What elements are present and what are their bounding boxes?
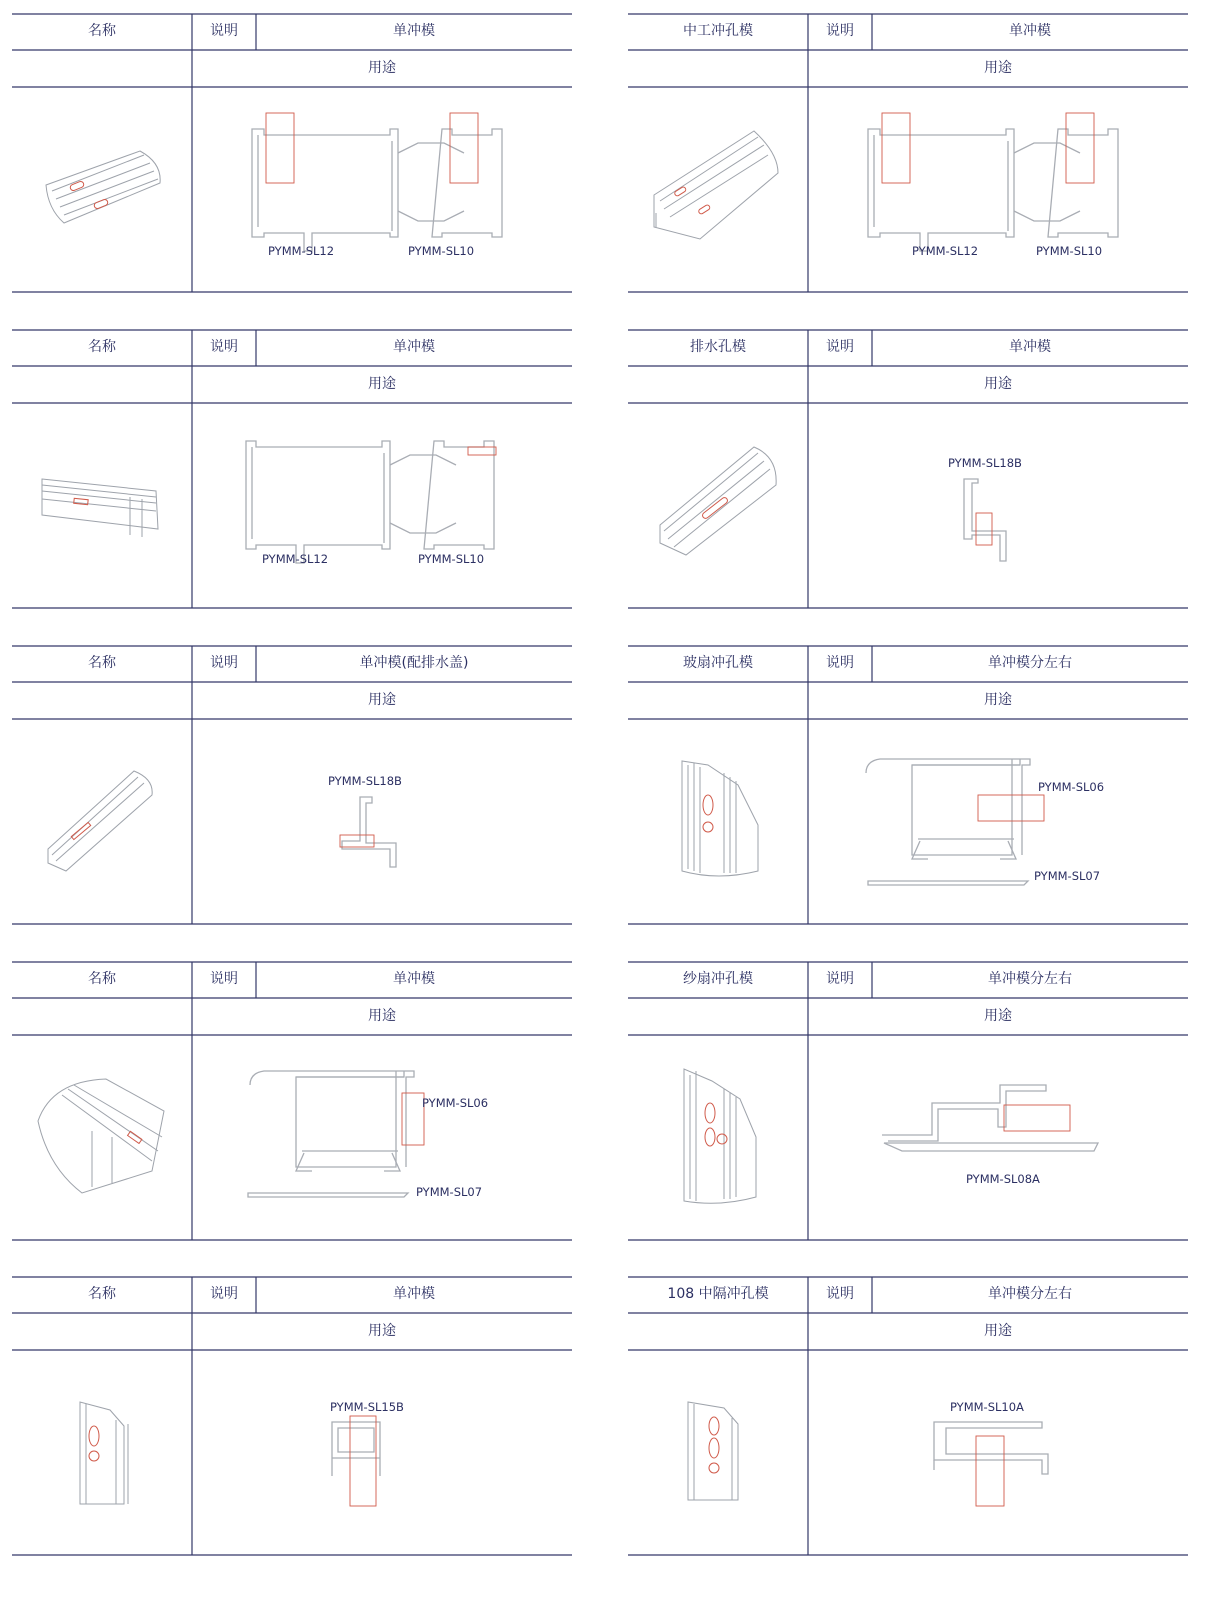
product-photo: [688, 1402, 738, 1500]
desc-label: 说明: [826, 339, 854, 355]
use-label: 用途: [368, 692, 396, 708]
use-label: 用途: [368, 1008, 396, 1024]
die-card: [628, 1276, 1188, 1576]
die-description: 单冲模分左右: [988, 655, 1072, 671]
product-photo: [654, 131, 778, 239]
die-card: [12, 329, 572, 629]
part-number: PYMM-SL12: [912, 244, 979, 258]
die-card: [628, 645, 1188, 945]
part-number: PYMM-SL18B: [948, 456, 1022, 470]
part-number: PYMM-SL18B: [328, 774, 402, 788]
die-name: 名称: [88, 23, 116, 39]
die-card: [12, 961, 572, 1261]
die-description: 单冲模(配排水盖): [359, 655, 469, 671]
profile-drawing: [252, 113, 502, 251]
die-description: 单冲模: [1009, 339, 1051, 355]
product-photo: [48, 771, 152, 871]
use-label: 用途: [984, 1323, 1012, 1339]
die-card: [628, 329, 1188, 629]
profile-drawing: [246, 441, 496, 563]
part-number: PYMM-SL06: [422, 1096, 489, 1110]
die-description: 单冲模: [393, 1286, 435, 1302]
use-label: 用途: [368, 1323, 396, 1339]
die-card: [12, 645, 572, 945]
use-label: 用途: [984, 60, 1012, 76]
product-photo: [38, 1079, 164, 1193]
use-label: 用途: [368, 376, 396, 392]
die-card: [12, 13, 572, 313]
part-number: PYMM-SL12: [268, 244, 335, 258]
die-name: 纱扇冲孔模: [683, 971, 753, 987]
part-number: PYMM-SL10: [1036, 244, 1103, 258]
desc-label: 说明: [210, 971, 238, 987]
profile-drawing: [248, 1071, 424, 1197]
die-description: 单冲模: [393, 23, 435, 39]
die-name: 排水孔模: [690, 339, 746, 355]
product-photo: [682, 761, 758, 876]
use-label: 用途: [368, 60, 396, 76]
die-description: 单冲模: [1009, 23, 1051, 39]
die-description: 单冲模分左右: [988, 1286, 1072, 1302]
die-name: 名称: [88, 1286, 116, 1302]
die-card: [628, 961, 1188, 1261]
part-number: PYMM-SL06: [1038, 780, 1105, 794]
part-number: PYMM-SL07: [1034, 869, 1101, 883]
desc-label: 说明: [826, 655, 854, 671]
die-description: 单冲模: [393, 971, 435, 987]
part-number: PYMM-SL10A: [950, 1400, 1024, 1414]
product-photo: [46, 151, 160, 223]
desc-label: 说明: [210, 655, 238, 671]
use-label: 用途: [984, 376, 1012, 392]
desc-label: 说明: [826, 971, 854, 987]
die-description: 单冲模分左右: [988, 971, 1072, 987]
die-card: [628, 13, 1188, 313]
product-photo: [684, 1069, 756, 1203]
product-photo: [42, 479, 158, 537]
die-name: 108 中隔冲孔模: [667, 1286, 769, 1302]
desc-label: 说明: [826, 1286, 854, 1302]
part-number: PYMM-SL10: [408, 244, 475, 258]
die-name: 名称: [88, 655, 116, 671]
die-name: 中工冲孔模: [683, 23, 753, 39]
profile-drawing: [882, 1085, 1098, 1151]
desc-label: 说明: [210, 339, 238, 355]
part-number: PYMM-SL10: [418, 552, 485, 566]
profile-drawing: [964, 479, 1006, 561]
product-photo: [80, 1402, 128, 1504]
part-number: PYMM-SL07: [416, 1185, 483, 1199]
desc-label: 说明: [210, 23, 238, 39]
use-label: 用途: [984, 692, 1012, 708]
product-photo: [660, 447, 776, 555]
profile-drawing: [934, 1422, 1048, 1506]
use-label: 用途: [984, 1008, 1012, 1024]
die-name: 名称: [88, 971, 116, 987]
die-name: 名称: [88, 339, 116, 355]
die-description: 单冲模: [393, 339, 435, 355]
desc-label: 说明: [210, 1286, 238, 1302]
die-card: [12, 1276, 572, 1576]
part-number: PYMM-SL15B: [330, 1400, 404, 1414]
part-number: PYMM-SL12: [262, 552, 329, 566]
profile-drawing: [866, 759, 1044, 885]
profile-drawing: [868, 113, 1118, 251]
desc-label: 说明: [826, 23, 854, 39]
die-name: 玻扇冲孔模: [683, 655, 753, 671]
profile-drawing: [340, 797, 396, 867]
profile-drawing: [332, 1416, 380, 1506]
part-number: PYMM-SL08A: [966, 1172, 1040, 1186]
